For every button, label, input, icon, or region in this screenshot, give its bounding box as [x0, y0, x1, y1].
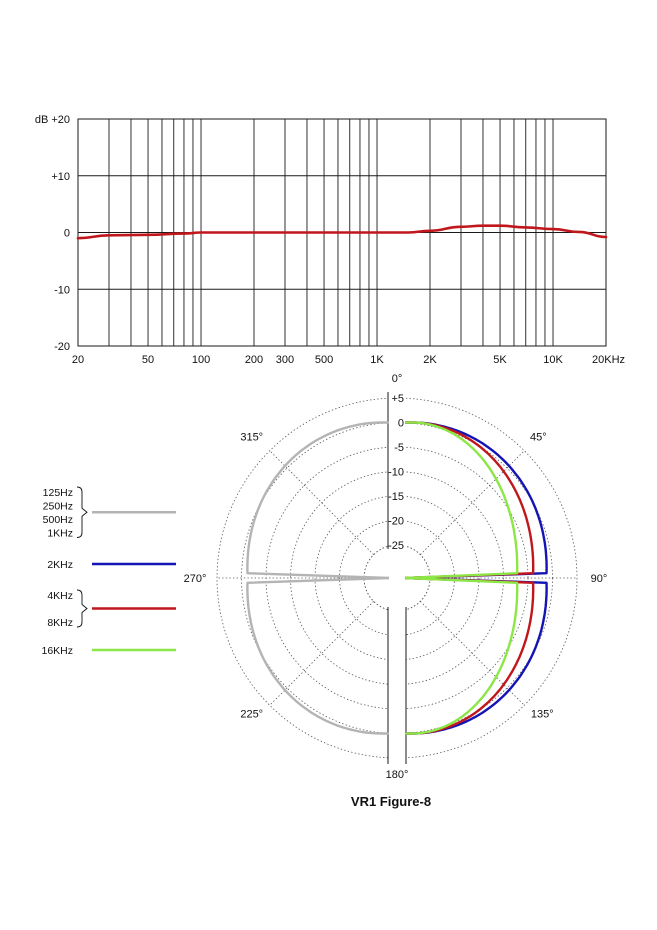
frequency-y-ticks: [35, 114, 70, 353]
polar-radial-tick-label: +5: [391, 393, 404, 405]
freq-x-tick-label: 20: [71, 354, 85, 366]
freq-y-tick-label: dB +20: [34, 114, 70, 126]
polar-scale-band: [388, 607, 406, 766]
freq-x-tick-label: 5K: [493, 354, 507, 366]
chart-title: VR1 Figure-8: [350, 794, 432, 809]
polar-radial-tick-label: -20: [388, 515, 404, 528]
legend-label: 2KHz: [47, 559, 73, 571]
polar-angle-label: 225°: [240, 708, 264, 721]
freq-x-tick-label: 10K: [543, 354, 563, 366]
freq-x-tick-label: 1K: [370, 354, 384, 366]
polar-radial-tick-label: -10: [388, 466, 404, 479]
polar-angle-label: 0°: [391, 373, 403, 385]
legend-label: 16KHz: [41, 645, 73, 657]
freq-y-tick-label: -20: [54, 341, 70, 353]
freq-x-tick-label: 100: [191, 354, 211, 366]
frequency-x-ticks: [72, 354, 625, 366]
polar-angle-label: 270°: [183, 573, 207, 585]
freq-y-tick-label: 0: [63, 227, 70, 240]
legend-label: 1KHz: [47, 527, 73, 540]
freq-y-tick-label: -10: [54, 284, 70, 297]
freq-x-tick-label: 2K: [423, 354, 437, 366]
freq-x-tick-label: 200: [244, 354, 264, 366]
legend-label: 8KHz: [47, 617, 73, 629]
legend-label: 250Hz: [42, 500, 73, 513]
frequency-response-line: [78, 226, 606, 239]
polar-radial-tick-label: -25: [388, 540, 404, 552]
polar-legend: [41, 487, 176, 657]
frequency-series: [78, 226, 606, 239]
polar-angle-label: 45°: [529, 431, 547, 444]
polar-radial-tick-label: 0: [397, 417, 404, 430]
polar-angle-label: 90°: [590, 573, 608, 585]
legend-label: 500Hz: [42, 514, 73, 526]
polar-angle-label: 180°: [385, 769, 409, 781]
freq-x-tick-label: 20KHz: [592, 354, 626, 366]
freq-x-tick-label: 500: [314, 354, 334, 366]
legend-label: 125Hz: [42, 487, 73, 499]
frequency-response-chart: [35, 114, 625, 366]
polar-series-lobe: [405, 578, 547, 734]
polar-pattern-chart: [184, 373, 608, 781]
legend-brace: [77, 487, 87, 538]
polar-radial-tick-label: -5: [394, 442, 404, 454]
legend-brace: [77, 590, 87, 627]
freq-x-tick-label: 300: [275, 354, 295, 366]
polar-series-lobe: [405, 578, 517, 734]
legend-label: 4KHz: [47, 590, 73, 602]
polar-series-lobe: [247, 578, 389, 734]
freq-y-tick-label: +10: [51, 170, 70, 183]
polar-radial-tick-label: -15: [388, 491, 404, 503]
freq-x-tick-label: 50: [141, 354, 155, 366]
polar-angle-label: 315°: [240, 431, 264, 444]
polar-angle-label: 135°: [530, 708, 554, 721]
